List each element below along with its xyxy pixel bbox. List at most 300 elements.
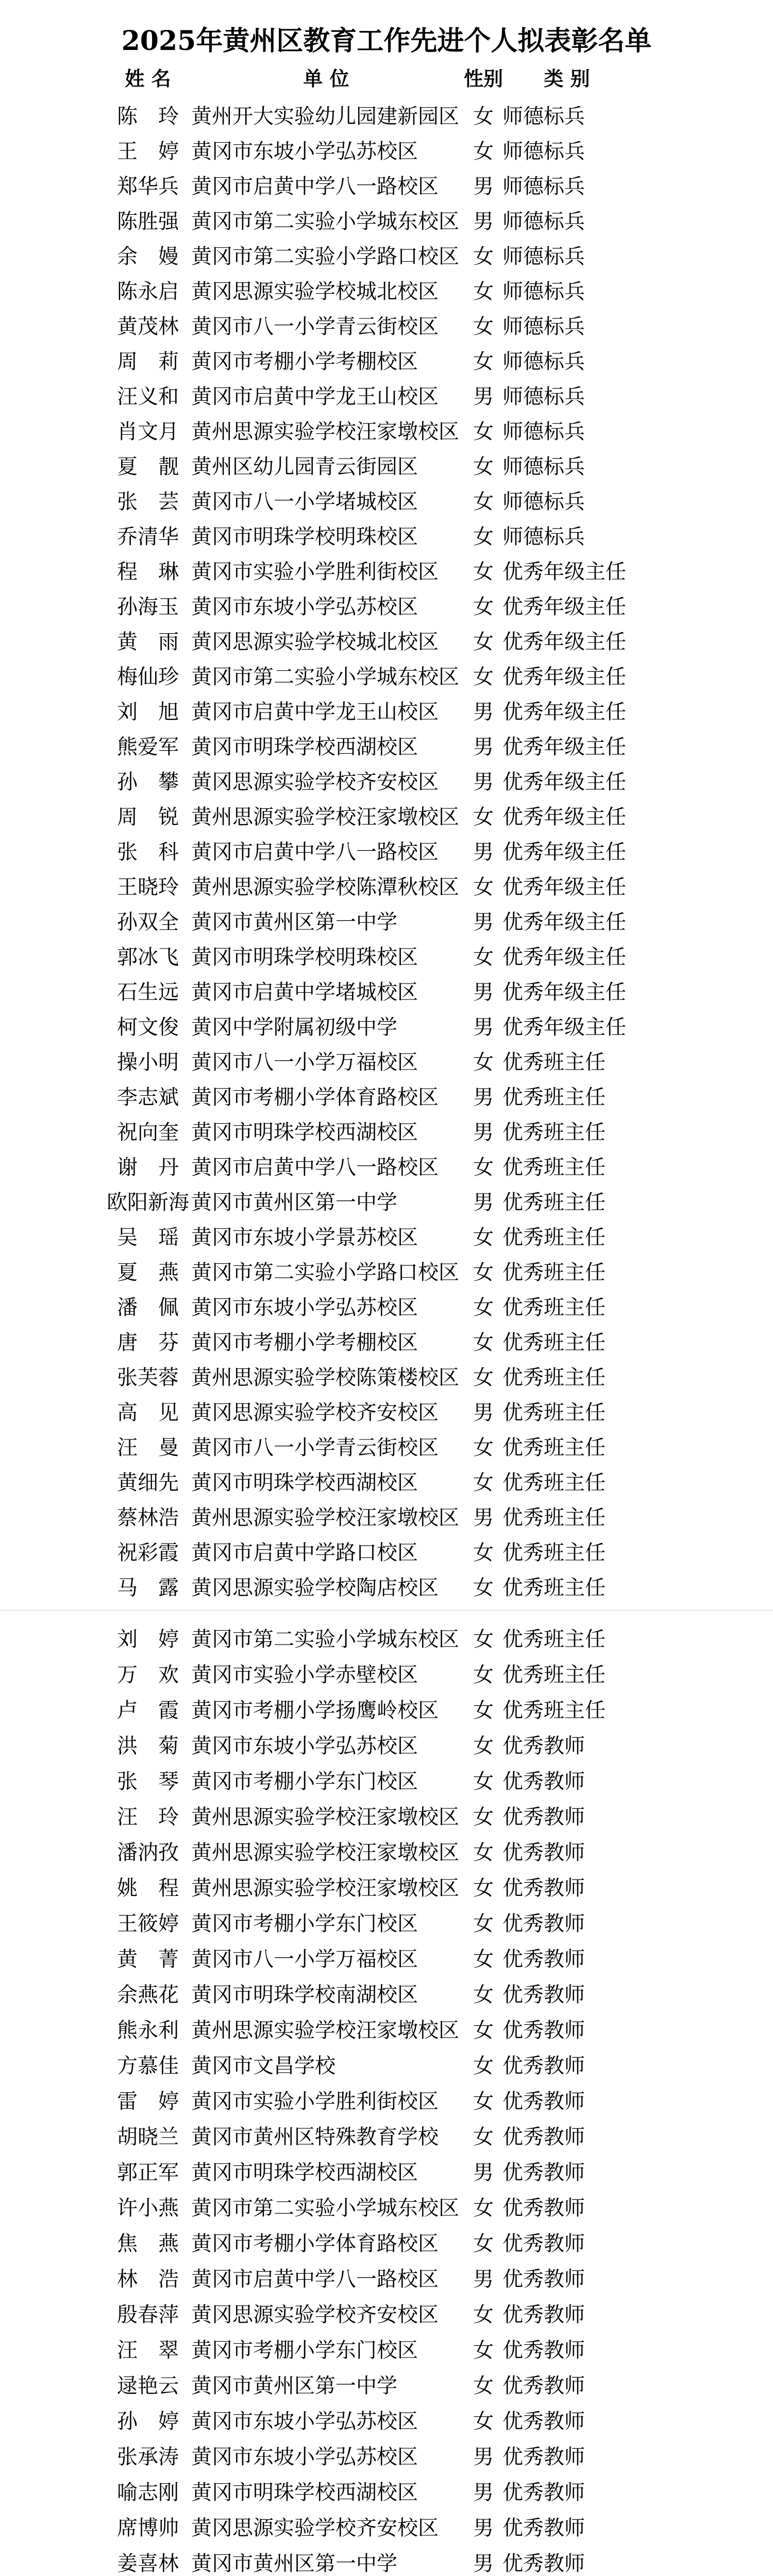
name-cell (96, 2260, 199, 2295)
name-text: 王 婷 (117, 139, 179, 163)
gender-text: 女 (473, 524, 494, 549)
unit-cell (191, 2082, 469, 2117)
gender-text: 女 (473, 2232, 494, 2256)
gender-text: 女 (473, 1365, 494, 1389)
table-row (0, 1043, 773, 1078)
unit-cell (191, 833, 469, 868)
unit-text: 黄冈市考棚小学东门校区 (191, 1912, 418, 1936)
name-text: 郑华兵 (117, 174, 179, 198)
name-text: 李志斌 (117, 1085, 179, 1109)
name-text: 喻志刚 (117, 2481, 179, 2504)
gender-cell (470, 1975, 496, 2011)
category-text: 优秀班主任 (502, 1628, 606, 1651)
name-text: 操小明 (117, 1050, 179, 1074)
category-text: 优秀教师 (502, 2054, 585, 2078)
category-cell (502, 237, 657, 272)
table-row (0, 2366, 773, 2402)
gender-cell (470, 657, 496, 692)
gender-text: 女 (473, 1470, 494, 1495)
category-text: 优秀年级主任 (502, 595, 626, 619)
unit-text: 黄冈市东坡小学弘苏校区 (191, 595, 418, 619)
category-cell (502, 167, 657, 202)
unit-text: 黄冈市启黄中学堵城校区 (191, 980, 418, 1004)
category-cell (502, 1798, 657, 1833)
category-cell (502, 587, 657, 622)
name-cell (96, 1533, 199, 1568)
category-cell (502, 202, 657, 237)
name-text: 欧阳新海 (107, 1190, 189, 1214)
name-cell (96, 692, 199, 727)
unit-text: 黄冈市考棚小学东门校区 (191, 2338, 418, 2362)
unit-cell (191, 202, 469, 237)
unit-cell (191, 1655, 469, 1691)
unit-text: 黄冈市黄州区第一中学 (191, 1190, 397, 1214)
category-text: 优秀班主任 (502, 1470, 606, 1495)
name-text: 周 锐 (117, 805, 179, 829)
unit-cell (191, 1218, 469, 1253)
gender-text: 女 (473, 1260, 494, 1284)
category-cell (502, 657, 657, 692)
name-cell (96, 2331, 199, 2366)
category-text: 优秀教师 (502, 2267, 585, 2291)
table-row (0, 2295, 773, 2331)
category-cell (502, 2295, 657, 2331)
unit-text: 黄冈市第二实验小学城东校区 (191, 2196, 459, 2220)
table-body-part-2 (0, 1620, 773, 2576)
name-text: 余燕花 (117, 1983, 179, 2007)
gender-text: 女 (473, 489, 494, 514)
name-cell (96, 1113, 199, 1148)
name-cell (96, 1043, 199, 1078)
name-text: 黄茂林 (117, 314, 179, 338)
category-cell (502, 1463, 657, 1498)
name-cell (96, 2509, 199, 2544)
category-text: 优秀教师 (502, 2445, 585, 2469)
category-text: 师德标兵 (502, 209, 585, 233)
name-cell (96, 447, 199, 482)
name-text: 汪 曼 (117, 1435, 179, 1460)
category-cell (502, 132, 657, 167)
category-text: 优秀班主任 (502, 1050, 606, 1074)
table-row (0, 482, 773, 517)
table-row (0, 1940, 773, 1975)
category-text: 优秀教师 (502, 1841, 585, 1865)
name-text: 潘 佩 (117, 1295, 179, 1319)
name-cell (96, 1428, 199, 1463)
unit-cell (191, 1498, 469, 1533)
name-cell (96, 657, 199, 692)
name-cell (96, 377, 199, 412)
name-cell (96, 622, 199, 657)
gender-cell (470, 447, 496, 482)
table-row (0, 1655, 773, 1691)
gender-text: 女 (473, 1876, 494, 1900)
table-row (0, 1218, 773, 1253)
gender-text: 女 (473, 349, 494, 374)
category-cell (502, 692, 657, 727)
gender-cell (470, 2046, 496, 2082)
name-text: 逯艳云 (117, 2374, 179, 2398)
category-text: 优秀班主任 (502, 1155, 606, 1179)
name-text: 马 露 (117, 1575, 179, 1600)
unit-cell (191, 412, 469, 447)
unit-text: 黄冈市实验小学赤壁校区 (191, 1663, 418, 1687)
gender-text: 女 (473, 419, 494, 444)
gender-cell (470, 517, 496, 552)
unit-cell (191, 342, 469, 377)
name-text: 陈胜强 (117, 209, 179, 233)
unit-cell (191, 1183, 469, 1218)
category-cell (502, 2544, 657, 2576)
unit-cell (191, 727, 469, 762)
name-cell (96, 1253, 199, 1288)
table-row (0, 552, 773, 587)
unit-cell (191, 97, 469, 132)
name-text: 石生远 (117, 980, 179, 1004)
category-cell (502, 2153, 657, 2189)
table-row (0, 587, 773, 622)
category-text: 优秀教师 (502, 2374, 585, 2398)
unit-text: 黄冈市八一小学青云街校区 (191, 314, 439, 338)
gender-cell (470, 1620, 496, 1655)
unit-text: 黄冈市东坡小学弘苏校区 (191, 1734, 418, 1758)
unit-text: 黄冈市八一小学堵城校区 (191, 489, 418, 514)
name-text: 吴 瑶 (117, 1225, 179, 1249)
gender-cell (470, 2437, 496, 2473)
category-text: 优秀班主任 (502, 1260, 606, 1284)
unit-text: 黄冈思源实验学校齐安校区 (191, 2303, 439, 2327)
category-cell (502, 622, 657, 657)
unit-cell (191, 2366, 469, 2402)
name-cell (96, 202, 199, 237)
name-cell (96, 727, 199, 762)
unit-cell (191, 1008, 469, 1043)
gender-cell (470, 2224, 496, 2260)
name-text: 陈 玲 (117, 104, 179, 128)
gender-text: 女 (473, 630, 494, 654)
gender-cell (470, 1078, 496, 1113)
gender-cell (470, 552, 496, 587)
name-text: 柯文俊 (117, 1015, 179, 1039)
name-cell (96, 1833, 199, 1869)
category-text: 优秀年级主任 (502, 560, 626, 584)
gender-cell (470, 762, 496, 798)
gender-cell (470, 272, 496, 307)
unit-text: 黄州思源实验学校汪家墩校区 (191, 1805, 459, 1829)
gender-text: 女 (473, 945, 494, 969)
category-text: 师德标兵 (502, 279, 585, 303)
unit-cell (191, 1568, 469, 1603)
table-row (0, 2437, 773, 2473)
unit-text: 黄冈市东坡小学弘苏校区 (191, 139, 418, 163)
category-cell (502, 2260, 657, 2295)
unit-text: 黄州思源实验学校汪家墩校区 (191, 1876, 459, 1900)
category-cell (502, 727, 657, 762)
category-text: 优秀年级主任 (502, 945, 626, 969)
name-text: 万 欢 (117, 1663, 179, 1687)
unit-cell (191, 1798, 469, 1833)
category-text: 优秀教师 (502, 2232, 585, 2256)
gender-text: 女 (473, 1983, 494, 2007)
name-cell (96, 1655, 199, 1691)
header-gender: 性别 (463, 67, 503, 90)
unit-cell (191, 237, 469, 272)
name-cell (96, 2011, 199, 2046)
table-row (0, 798, 773, 833)
name-cell (96, 938, 199, 973)
category-cell (502, 1620, 657, 1655)
name-cell (96, 1183, 199, 1218)
unit-text: 黄州思源实验学校汪家墩校区 (191, 419, 459, 444)
name-text: 孙双全 (117, 910, 179, 934)
table-row (0, 1498, 773, 1533)
name-cell (96, 1288, 199, 1323)
gender-cell (470, 2331, 496, 2366)
category-text: 优秀教师 (502, 1912, 585, 1936)
name-cell (96, 2544, 199, 2576)
category-cell (502, 1940, 657, 1975)
category-text: 优秀年级主任 (502, 630, 626, 654)
gender-cell (470, 868, 496, 903)
gender-text: 男 (473, 770, 494, 794)
gender-text: 女 (473, 1330, 494, 1354)
unit-cell (191, 1253, 469, 1288)
table-row (0, 903, 773, 938)
gender-cell (470, 1393, 496, 1428)
gender-cell (470, 1008, 496, 1043)
name-text: 王筱婷 (117, 1912, 179, 1936)
name-text: 孙 攀 (117, 770, 179, 794)
gender-cell (470, 1253, 496, 1288)
gender-text: 男 (473, 1015, 494, 1039)
category-text: 优秀年级主任 (502, 875, 626, 899)
category-cell (502, 1568, 657, 1603)
unit-cell (191, 973, 469, 1008)
unit-text: 黄冈市启黄中学龙王山校区 (191, 384, 439, 409)
category-text: 优秀教师 (502, 1734, 585, 1758)
name-cell (96, 2189, 199, 2224)
gender-cell (470, 1798, 496, 1833)
gender-cell (470, 798, 496, 833)
table-row (0, 833, 773, 868)
gender-cell (470, 1113, 496, 1148)
category-text: 优秀教师 (502, 1805, 585, 1829)
unit-text: 黄冈市实验小学胜利街校区 (191, 2090, 439, 2113)
name-cell (96, 412, 199, 447)
gender-text: 男 (473, 2516, 494, 2540)
unit-cell (191, 2153, 469, 2189)
unit-text: 黄冈市黄州区第一中学 (191, 2374, 397, 2398)
gender-text: 女 (473, 665, 494, 689)
gender-text: 女 (473, 1663, 494, 1687)
category-cell (502, 447, 657, 482)
gender-text: 男 (473, 209, 494, 233)
category-text: 优秀班主任 (502, 1575, 606, 1600)
category-cell (502, 1904, 657, 1940)
table-row (0, 938, 773, 973)
table-row (0, 2011, 773, 2046)
name-text: 余 嫚 (117, 244, 179, 268)
gender-text: 女 (473, 1155, 494, 1179)
category-cell (502, 1358, 657, 1393)
name-cell (96, 2046, 199, 2082)
table-row (0, 2117, 773, 2153)
name-text: 张 琴 (117, 1770, 179, 1793)
unit-text: 黄冈市东坡小学弘苏校区 (191, 2410, 418, 2433)
unit-text: 黄州思源实验学校汪家墩校区 (191, 2019, 459, 2042)
category-text: 优秀教师 (502, 2481, 585, 2504)
name-text: 肖文月 (117, 419, 179, 444)
name-text: 席博帅 (117, 2516, 179, 2540)
unit-text: 黄冈思源实验学校陶店校区 (191, 1575, 439, 1600)
gender-cell (470, 132, 496, 167)
gender-cell (470, 1833, 496, 1869)
name-text: 卢 霞 (117, 1699, 179, 1722)
name-cell (96, 1568, 199, 1603)
name-text: 熊爱军 (117, 735, 179, 759)
gender-cell (470, 2260, 496, 2295)
unit-text: 黄州思源实验学校汪家墩校区 (191, 1841, 459, 1865)
gender-cell (470, 1568, 496, 1603)
category-text: 师德标兵 (502, 174, 585, 198)
category-cell (502, 938, 657, 973)
gender-text: 女 (473, 2090, 494, 2113)
category-cell (502, 1113, 657, 1148)
unit-text: 黄冈市第二实验小学路口校区 (191, 244, 459, 268)
header-name: 姓 名 (125, 67, 171, 90)
category-text: 优秀年级主任 (502, 1015, 626, 1039)
unit-cell (191, 1620, 469, 1655)
category-text: 优秀班主任 (502, 1295, 606, 1319)
category-cell (502, 2224, 657, 2260)
name-text: 汪 翠 (117, 2338, 179, 2362)
unit-cell (191, 938, 469, 973)
unit-text: 黄冈市明珠学校西湖校区 (191, 1470, 418, 1495)
category-text: 优秀班主任 (502, 1085, 606, 1109)
category-cell (502, 1393, 657, 1428)
category-text: 优秀年级主任 (502, 840, 626, 864)
unit-text: 黄冈中学附属初级中学 (191, 1015, 397, 1039)
name-cell (96, 1798, 199, 1833)
document-title: 2025年黄州区教育工作先进个人拟表彰名单 (121, 25, 652, 57)
category-text: 师德标兵 (502, 349, 585, 374)
gender-text: 男 (473, 735, 494, 759)
gender-text: 女 (473, 139, 494, 163)
unit-text: 黄冈市启黄中学八一路校区 (191, 2267, 439, 2291)
gender-cell (470, 1148, 496, 1183)
gender-cell (470, 482, 496, 517)
gender-text: 女 (473, 2410, 494, 2433)
gender-cell (470, 1218, 496, 1253)
category-cell (502, 552, 657, 587)
unit-cell (191, 1533, 469, 1568)
unit-text: 黄冈思源实验学校齐安校区 (191, 2516, 439, 2540)
unit-cell (191, 2509, 469, 2544)
unit-cell (191, 1428, 469, 1463)
table-row (0, 2331, 773, 2366)
gender-text: 女 (473, 1575, 494, 1600)
unit-cell (191, 1726, 469, 1762)
name-text: 刘 婷 (117, 1628, 179, 1651)
table-row (0, 762, 773, 798)
name-cell (96, 1726, 199, 1762)
gender-text: 男 (473, 1400, 494, 1425)
gender-cell (470, 2544, 496, 2576)
gender-text: 男 (473, 1190, 494, 1214)
unit-cell (191, 517, 469, 552)
gender-cell (470, 307, 496, 342)
category-cell (502, 1253, 657, 1288)
unit-cell (191, 2473, 469, 2509)
unit-cell (191, 622, 469, 657)
gender-cell (470, 1940, 496, 1975)
gender-cell (470, 2473, 496, 2509)
unit-cell (191, 2260, 469, 2295)
unit-cell (191, 2331, 469, 2366)
unit-cell (191, 2011, 469, 2046)
table-row (0, 1533, 773, 1568)
gender-cell (470, 2402, 496, 2437)
gender-cell (470, 377, 496, 412)
table-row (0, 727, 773, 762)
gender-cell (470, 167, 496, 202)
category-text: 优秀班主任 (502, 1190, 606, 1214)
table-row (0, 1148, 773, 1183)
name-text: 周 莉 (117, 349, 179, 374)
gender-text: 女 (473, 2196, 494, 2220)
unit-text: 黄州思源实验学校汪家墩校区 (191, 1505, 459, 1530)
name-cell (96, 1869, 199, 1904)
unit-cell (191, 1833, 469, 1869)
name-cell (96, 1218, 199, 1253)
gender-cell (470, 1428, 496, 1463)
gender-cell (470, 833, 496, 868)
table-row (0, 1869, 773, 1904)
unit-cell (191, 1975, 469, 2011)
unit-cell (191, 307, 469, 342)
category-cell (502, 2509, 657, 2544)
category-cell (502, 833, 657, 868)
table-row (0, 1463, 773, 1498)
unit-text: 黄州开大实验幼儿园建新园区 (191, 104, 459, 128)
gender-cell (470, 412, 496, 447)
gender-text: 女 (473, 1947, 494, 1971)
unit-cell (191, 1358, 469, 1393)
unit-cell (191, 762, 469, 798)
table-row (0, 657, 773, 692)
name-cell (96, 517, 199, 552)
unit-text: 黄冈市明珠学校西湖校区 (191, 735, 418, 759)
name-cell (96, 307, 199, 342)
category-cell (502, 517, 657, 552)
category-text: 优秀班主任 (502, 1365, 606, 1389)
category-cell (502, 2082, 657, 2117)
gender-text: 女 (473, 560, 494, 584)
table-row (0, 1008, 773, 1043)
category-text: 优秀班主任 (502, 1400, 606, 1425)
category-cell (502, 2437, 657, 2473)
name-text: 张 科 (117, 840, 179, 864)
unit-text: 黄冈市第二实验小学城东校区 (191, 209, 459, 233)
category-cell (502, 1218, 657, 1253)
gender-cell (470, 1904, 496, 1940)
unit-cell (191, 1288, 469, 1323)
gender-text: 女 (473, 1734, 494, 1758)
gender-text: 男 (473, 1085, 494, 1109)
category-text: 师德标兵 (502, 419, 585, 444)
gender-text: 男 (473, 840, 494, 864)
unit-text: 黄冈市启黄中学八一路校区 (191, 1155, 439, 1179)
